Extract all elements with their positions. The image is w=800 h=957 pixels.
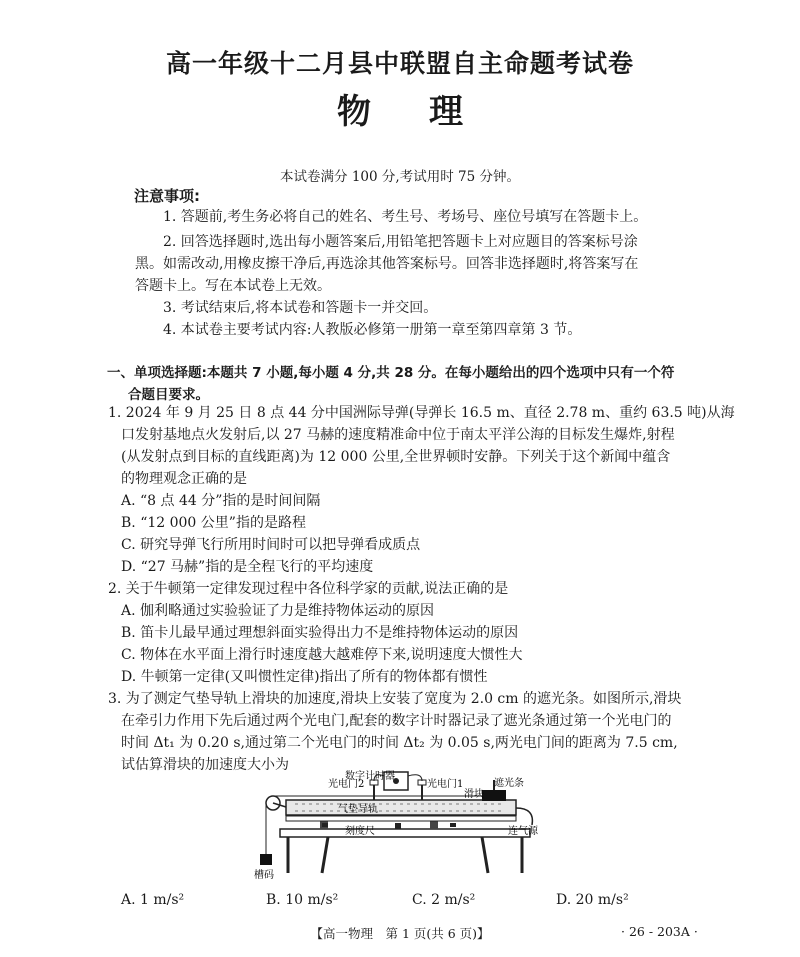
question-stem: (从发射点到目标的直线距离)为 12 000 公里,全世界顿时安静。下列关于这个新闻中蕴含 — [121, 449, 671, 465]
notice-line: 2. 回答选择题时,选出每小题答案后,用铅笔把答题卡上对应题目的答案标号涂 — [163, 234, 638, 250]
notice-heading: 注意事项: — [134, 187, 200, 205]
question-stem: 在牵引力作用下先后通过两个光电门,配套的数字计时器记录了遮光条通过第一个光电门的 — [121, 713, 672, 729]
option: B. 笛卡儿最早通过理想斜面实验得出力不是维持物体运动的原因 — [121, 625, 519, 641]
option: C. 研究导弹飞行所用时间时可以把导弹看成质点 — [121, 537, 421, 553]
question-stem: 试估算滑块的加速度大小为 — [121, 757, 289, 773]
question-stem: 3. 为了测定气垫导轨上滑块的加速度,滑块上安装了宽度为 2.0 cm 的遮光条。如图所示,滑块 — [108, 691, 682, 707]
ruler — [286, 816, 516, 821]
slider — [482, 790, 506, 801]
question-stem: 口发射基地点火发射后,以 27 马赫的速度精准命中位于南太平洋公海的目标发生爆炸,射程 — [121, 427, 675, 443]
notice-line: 3. 考试结束后,将本试卷和答题卡一并交回。 — [163, 300, 438, 316]
table-leg — [482, 837, 488, 873]
label-gate1: 光电门1 — [427, 779, 464, 790]
air-track-figure — [250, 770, 560, 885]
label-timer: 数字计时器 — [345, 771, 395, 782]
option: B. 10 m/s² — [266, 892, 339, 908]
label-weight: 槽码 — [254, 870, 274, 881]
option: B. “12 000 公里”指的是路程 — [121, 515, 306, 531]
option: D. 20 m/s² — [556, 892, 629, 908]
table-top — [280, 829, 530, 837]
label-gate2: 光电门2 — [328, 779, 365, 790]
section-heading: 合题目要求。 — [128, 387, 209, 403]
air-hose — [516, 808, 532, 825]
option: A. 1 m/s² — [121, 892, 185, 908]
option: C. 物体在水平面上滑行时速度越大越难停下来,说明速度大惯性大 — [121, 647, 523, 663]
label-air: 连气源 — [508, 826, 538, 837]
label-track: 气垫导轨 — [338, 804, 378, 815]
question-stem: 1. 2024 年 9 月 25 日 8 点 44 分中国洲际导弹(导弹长 16.5 m、直径 2.78 m、重约 63.5 吨)从海 — [108, 405, 735, 421]
option: A. “8 点 44 分”指的是时间间隔 — [121, 493, 321, 509]
notice-line: 黑。如需改动,用橡皮擦干净后,再选涂其他答案标号。回答非选择题时,将答案写在 — [135, 256, 639, 272]
notice-line: 4. 本试卷主要考试内容:人教版必修第一册第一章至第四章第 3 节。 — [163, 322, 582, 338]
label-strip: 遮光条 — [494, 778, 524, 789]
section-heading: 一、单项选择题:本题共 7 小题,每小题 4 分,共 28 分。在每小题给出的四个选项中只有一个符 — [107, 365, 675, 381]
exam-title: 高一年级十二月县中联盟自主命题考试卷 — [165, 49, 634, 78]
notice-line: 答题卡上。写在本试卷上无效。 — [135, 278, 331, 294]
option: D. “27 马赫”指的是全程飞行的平均速度 — [121, 559, 374, 575]
table-leg — [322, 837, 328, 873]
score-info: 本试卷满分 100 分,考试用时 75 分钟。 — [280, 169, 520, 185]
option: C. 2 m/s² — [412, 892, 476, 908]
question-stem: 时间 Δt₁ 为 0.20 s,通过第二个光电门的时间 Δt₂ 为 0.05 s,两光电门间的距离为 7.5 cm, — [121, 735, 678, 751]
option: D. 牛顿第一定律(又叫惯性定律)指出了所有的物体都有惯性 — [121, 669, 488, 685]
option: A. 伽利略通过实验验证了力是维持物体运动的原因 — [121, 603, 435, 619]
question-stem: 的物理观念正确的是 — [121, 471, 247, 487]
label-ruler: 刻度尺 — [345, 826, 375, 837]
label-slider: 滑块 — [464, 789, 484, 800]
subject-title: 物理 — [337, 92, 521, 132]
notice-line: 1. 答题前,考生务必将自己的姓名、考生号、考场号、座位号填写在答题卡上。 — [163, 209, 648, 225]
page-footer: 【高一物理 第 1 页(共 6 页)】 — [310, 926, 490, 941]
paper-code: · 26 - 203A · — [621, 924, 698, 939]
question-stem: 2. 关于牛顿第一定律发现过程中各位科学家的贡献,说法正确的是 — [108, 581, 509, 597]
air-track — [286, 800, 516, 815]
weight — [260, 854, 272, 865]
